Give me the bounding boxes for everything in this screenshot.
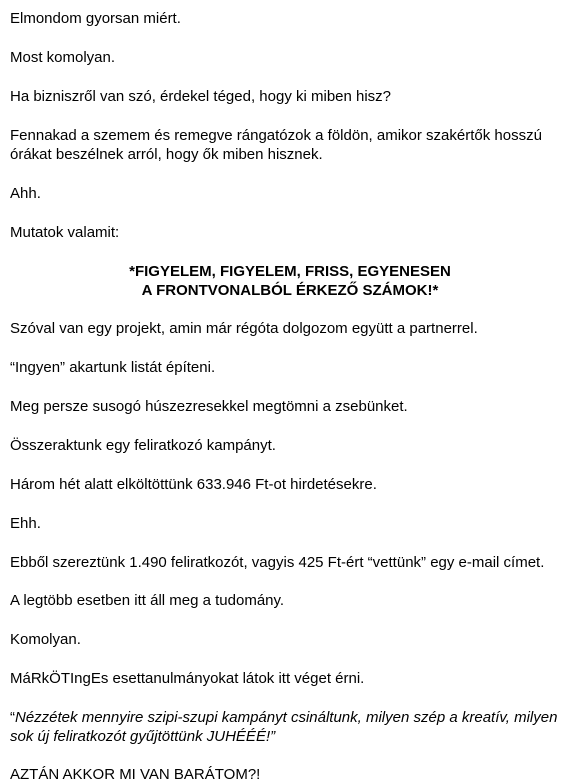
headline-line-2: A FRONTVONALBÓL ÉRKEZŐ SZÁMOK!* [141, 282, 439, 299]
paragraph-3: Ha bizniszről van szó, érdekel téged, hogy ki miben hisz? [10, 88, 392, 105]
paragraph-11: Három hét alatt elköltöttünk 633.946 Ft-ot hirdetésekre. [10, 476, 377, 493]
paragraph-14: A legtöbb esetben itt áll meg a tudomány. [10, 592, 285, 609]
paragraph-9: Meg persze susogó húszezresekkel megtömni a zsebünket. [10, 398, 408, 415]
last-line: AZTÁN AKKOR MI VAN BARÁTOM?! [10, 766, 261, 783]
paragraph-12: Ehh. [10, 515, 41, 532]
paragraph-8: “Ingyen” akartunk listát építeni. [10, 359, 216, 376]
quote-open-mark: “ [10, 709, 15, 726]
paragraph-16: MáRkÖTIngEs esettanulmányokat látok itt véget érni. [10, 670, 365, 687]
paragraph-13: Ebből szereztünk 1.490 feliratkozót, vagyis 425 Ft-ért “vettünk” egy e-mail címet. [10, 554, 545, 571]
headline-line-1: *FIGYELEM, FIGYELEM, FRISS, EGYENESEN [129, 263, 451, 280]
paragraph-4: Fennakad a szemem és remegve rángatózok a földön, amikor szakértők hosszú órákat beszélnek arról, hogy ők miben hisznek. [10, 127, 542, 163]
paragraph-2: Most komolyan. [10, 49, 116, 66]
paragraph-5: Ahh. [10, 185, 41, 202]
paragraph-15: Komolyan. [10, 631, 81, 648]
quote-paragraph [10, 708, 566, 746]
paragraph-1: Elmondom gyorsan miért. [10, 10, 181, 27]
paragraph-6: Mutatok valamit: [10, 224, 120, 241]
paragraph-10: Összeraktunk egy feliratkozó kampányt. [10, 437, 276, 454]
headline-block [10, 262, 570, 300]
paragraph-7: Szóval van egy projekt, amin már régóta dolgozom együtt a partnerrel. [10, 320, 478, 337]
quote-text: Nézzétek mennyire szipi-szupi kampányt csináltunk, milyen szép a kreatív, milyen sok új feliratkozót gyűjtöttünk JUHÉÉÉ!” [10, 709, 558, 745]
